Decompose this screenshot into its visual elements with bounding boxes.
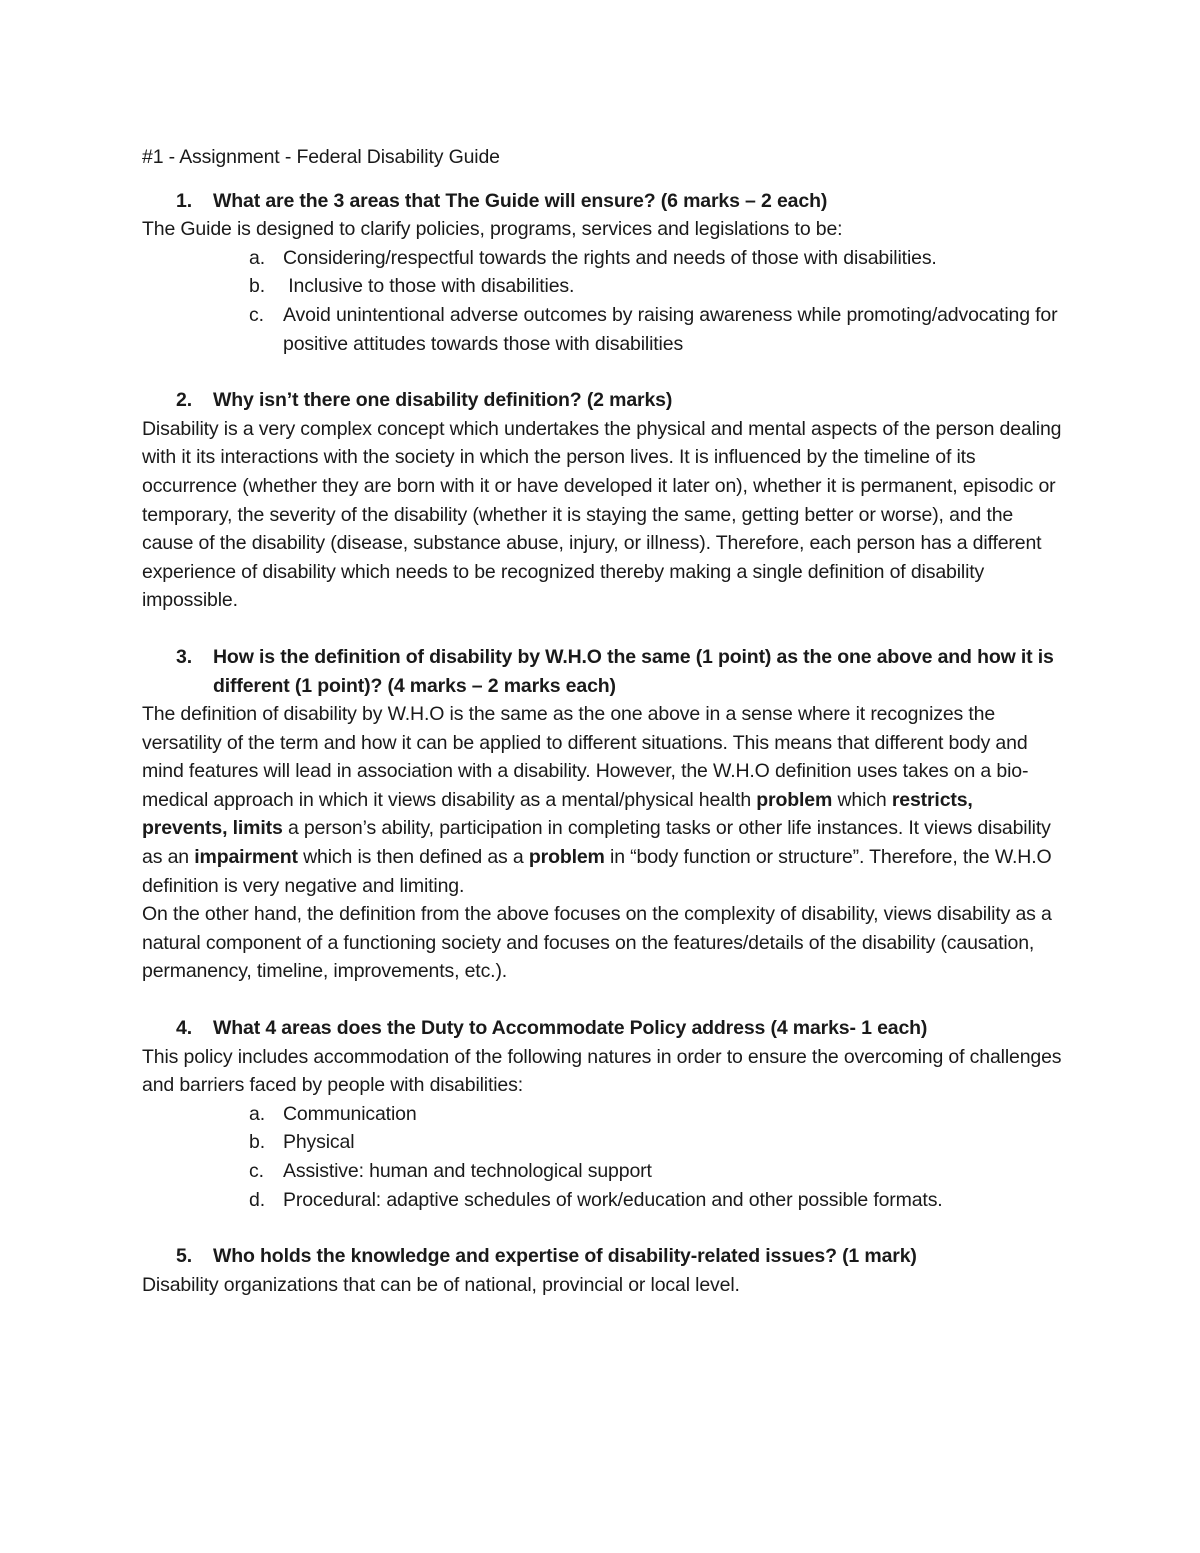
list-item-letter: b.	[249, 275, 265, 298]
question-4	[142, 1014, 1062, 1043]
list-item	[142, 301, 1062, 358]
list-item-text: Procedural: adaptive schedules of work/education and other possible formats.	[283, 1188, 943, 1211]
answer-3-paragraph-1	[142, 700, 1062, 900]
emphasis-limits: limits	[232, 817, 283, 840]
answer-1-list	[142, 244, 1062, 358]
list-item-letter: c.	[249, 1160, 264, 1182]
question-1-text: What are the 3 areas that The Guide will ensure? (6 marks – 2 each)	[213, 189, 828, 212]
question-3	[142, 643, 1062, 700]
list-item	[142, 1186, 1062, 1215]
answer-3-text: which	[832, 788, 892, 811]
question-4-text: What 4 areas does the Duty to Accommodate Policy address (4 marks- 1 each)	[213, 1017, 928, 1040]
list-item	[142, 272, 1062, 301]
question-2	[142, 386, 1062, 415]
answer-3-text: The definition of disability by W.H.O is the same as the one above in a sense where it recognizes the versatility of the term and how it can be applied to different situations. This means that different body and mind features will lead in association with a disability. However, the W.H.O definition uses takes on a bio-medical approach in which it views disability as a mental/physical health	[142, 703, 1029, 811]
answer-3-text: a person’s ability, participation in completing tasks or other life instances. It views disability as an	[142, 817, 1051, 869]
list-item-text: Communication	[283, 1102, 417, 1125]
question-2-text: Why isn’t there one disability definition? (2 marks)	[213, 389, 673, 412]
question-2-number: 2.	[176, 389, 192, 412]
question-5-text: Who holds the knowledge and expertise of disability-related issues? (1 mark)	[213, 1245, 917, 1268]
spacer	[142, 1214, 1062, 1242]
answer-3-text: in “body function or structure”. Therefore, the W.H.O definition is very negative and limiting.	[142, 846, 1052, 897]
list-item	[142, 1128, 1062, 1157]
answer-4-list	[142, 1100, 1062, 1214]
list-item-letter: c.	[249, 303, 264, 326]
list-item-letter: a.	[249, 246, 265, 269]
question-3-text: How is the definition of disability by W.H.O the same (1 point) as the one above and how it is different (1 point)? (4 marks – 2 marks each)	[213, 645, 1054, 697]
question-1-number: 1.	[176, 189, 192, 212]
answer-3-paragraph-2: On the other hand, the definition from the above focuses on the complexity of disability, views disability as a natural component of a functioning society and focuses on the features/details of the disability (causation, permanency, timeline, improvements, etc.).	[142, 903, 1052, 983]
list-item-text: Considering/respectful towards the rights and needs of those with disabilities.	[283, 246, 937, 269]
document-body	[142, 143, 1062, 1299]
emphasis-restricts: restricts, prevents,	[142, 788, 973, 840]
list-item	[142, 244, 1062, 273]
answer-1-intro: The Guide is designed to clarify policies, programs, services and legislations to be:	[142, 218, 843, 241]
spacer	[142, 986, 1062, 1014]
answer-5: Disability organizations that can be of national, provincial or local level.	[142, 1273, 740, 1296]
spacer	[142, 358, 1062, 386]
list-item	[142, 1157, 1062, 1186]
answer-3-text: which is then defined as a	[297, 846, 529, 869]
list-item-letter: d.	[249, 1188, 265, 1211]
question-1	[142, 187, 1062, 216]
emphasis-impairment: impairment	[194, 846, 298, 869]
list-item-text: Avoid unintentional adverse outcomes by raising awareness while promoting/advocating for positive attitudes towards those with disabilities	[283, 303, 1058, 355]
list-item-letter: b.	[249, 1131, 265, 1154]
list-item-text: Inclusive to those with disabilities.	[283, 275, 575, 298]
question-4-number: 4.	[176, 1017, 192, 1040]
question-3-number: 3.	[176, 645, 192, 668]
answer-2: Disability is a very complex concept which undertakes the physical and mental aspects of the person dealing with it its interactions with the society in which the person lives. It is influenced by the timeline of its occurrence (whether they are born with it or have developed it later on), whether it is permanent, episodic or temporary, the severity of the disability (whether it is staying the same, getting better or worse), and the cause of the disability (disease, substance abuse, injury, or illness). Therefore, each person has a different experience of disability which needs to be recognized thereby making a single definition of disability impossible.	[142, 417, 1062, 612]
list-item-text: Assistive: human and technological support	[283, 1160, 652, 1182]
question-5-number: 5.	[176, 1245, 192, 1268]
list-item	[142, 1100, 1062, 1129]
document-title: #1 - Assignment - Federal Disability Guide	[142, 146, 500, 168]
list-item-text: Physical	[283, 1131, 355, 1154]
spacer	[142, 615, 1062, 643]
list-item-letter: a.	[249, 1102, 265, 1125]
answer-4-intro: This policy includes accommodation of the following natures in order to ensure the overcoming of challenges and barriers faced by people with disabilities:	[142, 1045, 1062, 1097]
emphasis-problem: problem	[756, 788, 833, 811]
emphasis-problem-2: problem	[528, 846, 605, 869]
question-5	[142, 1242, 1062, 1271]
